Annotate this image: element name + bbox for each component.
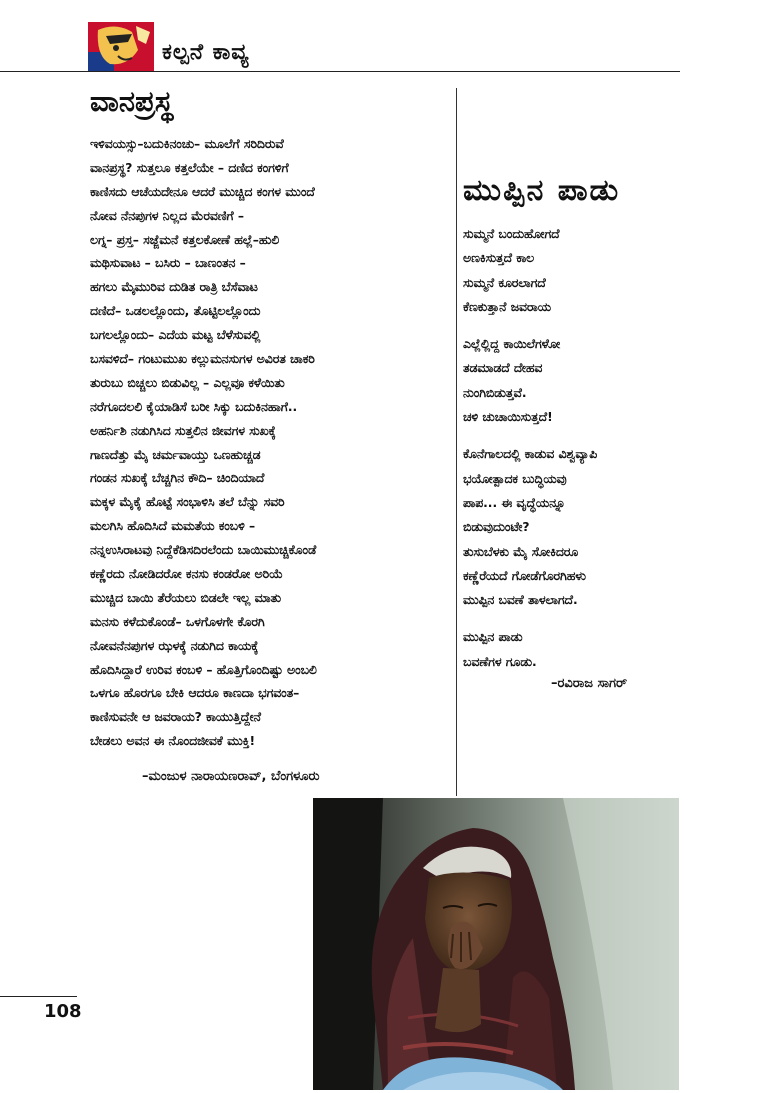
- poem-line: ತುಸುಬೆಳಕು ಮೈ ಸೋಕಿದರೂ: [463, 544, 579, 559]
- poem-line: ಲಗ್ನ– ಪ್ರಸ್ತ– ಸಜ್ಜೆಮನೆ ಕತ್ತಲಕೋಣೆ ಹಲ್ಲೆ–ಹುಲಿ: [90, 232, 280, 247]
- poem-line: ಹೊದಿಸಿದ್ದಾರೆ ಉರಿವ ಕಂಬಳಿ – ಹೊತ್ತಿಗೊಂದಿಷ್ಟು ಅಂಬಲಿ: [90, 662, 317, 677]
- stanza-gap: [463, 429, 683, 442]
- poem-line: ಅಹರ್ನಿಶಿ ನಡುಗಿಸಿದ ಸುತ್ತಲಿನ ಜೀವಗಳ ಸುಖಕ್ಕೆ: [90, 423, 276, 438]
- poem-line: ಕೊನೆಗಾಲದಲ್ಲಿ ಕಾಡುವ ವಿಶ್ವವ್ಯಾಪಿ: [463, 447, 598, 462]
- poem-line: ಗಂಡನ ಸುಖಕ್ಕೆ ಬೆಚ್ಚಗಿನ ಕೌದಿ– ಚಿಂದಿಯಾದೆ: [90, 471, 265, 486]
- poem-line: ಸುಮ್ಮನೆ ಬಂದುಹೋಗದೆ: [463, 227, 560, 241]
- header-divider: [0, 71, 680, 72]
- poem-line: ಒಳಗೂ ಹೊರಗೂ ಬೇಕಿ ಆದರೂ ಕಾಣದಾ ಭಗವಂತ–: [90, 686, 300, 701]
- poem-line: ನುಂಗಿಬಿಡುತ್ತವೆ.: [463, 385, 527, 400]
- footer-divider: [0, 996, 77, 997]
- poem-line: ನೋವನೆನಪುಗಳ ಝಳಕ್ಕೆ ನಡುಗಿದ ಕಾಯಕ್ಕೆ: [90, 638, 259, 653]
- poem-author: –ರವಿರಾಜ ಸಾಗರ್: [551, 676, 628, 691]
- section-title: ಕಲ್ಪನೆ ಕಾವ್ಯ: [162, 40, 250, 65]
- poem-body: [90, 133, 450, 754]
- poem-line: ತಡಮಾಡದೆ ದೇಹವ: [463, 361, 543, 376]
- page-number: 108: [44, 1001, 82, 1022]
- poem-body: [463, 222, 683, 674]
- poem-line: ಸುಮ್ಮನೆ ಕೂರಲಾಗದೆ: [463, 275, 546, 290]
- stanza-gap: [463, 612, 683, 625]
- poem-author: –ಮಂಜುಳ ನಾರಾಯಣರಾವ್, ಬೆಂಗಳೂರು: [142, 769, 320, 784]
- stanza-gap: [463, 319, 683, 332]
- poem-line: ದಣಿದೆ– ಒಡಲಲ್ಲೊಂದು, ತೊಟ್ಟಿಲಲ್ಲೊಂದು: [90, 304, 261, 319]
- poem-line: ಮುಚ್ಚಿದ ಬಾಯಿ ತೆರೆಯಲು ಬಿಡಲೇ ಇಲ್ಲ ಮಾತು: [90, 590, 282, 605]
- poem-line: ಮುಪ್ಪಿನ ಬವಣೆ ತಾಳಲಾಗದೆ.: [463, 593, 578, 608]
- poem-title: ಮುಪ್ಪಿನ ಪಾಡು: [463, 173, 621, 208]
- poem-line: ಬವಣೆಗಳ ಗೂಡು.: [463, 654, 537, 669]
- elderly-woman-photo: [313, 798, 679, 1090]
- poem-line: ಕಣ್ಣೆರೆಯದೆ ಗೋಡೆಗೊರಗಿಹಳು: [463, 568, 586, 583]
- poem-line: ಗಾಣದೆತ್ತು ಮೈ ಚರ್ಮವಾಯ್ತು ಒಣಹುಚ್ಚಡ: [90, 447, 261, 462]
- poem-line: ಬಸವಳಿದೆ– ಗಂಟುಮುಖ ಕಲ್ಲುಮನಸುಗಳ ಅವಿರತ ಚಾಕರಿ: [90, 352, 315, 367]
- poem-line: ಮಲಗಿಸಿ ಹೊದಿಸಿದೆ ಮಮತೆಯ ಕಂಬಳಿ –: [90, 519, 256, 534]
- poem-line: ಇಳಿವಯಸ್ಸು–ಬದುಕಿನಂಚು– ಮೂಲೆಗೆ ಸರಿದಿರುವೆ: [90, 137, 284, 151]
- poem-line: ವಾನಪ್ರಸ್ಥ? ಸುತ್ತಲೂ ಕತ್ತಲೆಯೇ – ದಣಿದ ಕಂಗಳಿಗೆ: [90, 160, 289, 175]
- poem-line: ಬೇಡಲು ಅವನ ಈ ನೊಂದಜೀವಕೆ ಮುಕ್ತಿ!: [90, 734, 256, 749]
- poem-line: ಬಗಲಲ್ಲೊಂದು– ಎದೆಯ ಮಟ್ಟ ಬೆಳೆಸುವಲ್ಲಿ: [90, 328, 261, 343]
- poem-line: ಬಿಡುವುದುಂಟೇ?: [463, 520, 530, 535]
- poem-line: ಹಗಲು ಮೈಮುರಿವ ದುಡಿತ ರಾತ್ರಿ ಬೆಸೆವಾಟ: [90, 280, 258, 295]
- poem-line: ಎಲ್ಲೆಲ್ಲಿದ್ದ ಕಾಯಿಲೆಗಳೋ: [463, 337, 561, 352]
- column-divider: [456, 88, 457, 796]
- poem-line: ನರೆಗೂದಲಲಿ ಕೈಯಾಡಿಸೆ ಬರೀ ಸಿಕ್ಕು ಬದುಕಿನಹಾಗೆ..: [90, 399, 298, 414]
- poem-line: ಮಥಿಸುವಾಟ – ಬಸಿರು – ಬಾಣಂತನ –: [90, 256, 246, 271]
- poem-line: ಚಳಿ ಚುಚಾಯಿಸುತ್ತದೆ!: [463, 410, 553, 425]
- poem-line: ಮುಪ್ಪಿನ ಪಾಡು: [463, 630, 523, 645]
- poem-line: ಕಣ್ಣೆರದು ನೋಡಿದರೋ ಕನಸು ಕಂಡರೋ ಅರಿಯೆ: [90, 567, 283, 582]
- poem-line: ಕಾಣಿಸದು ಆಚೆಯದೇನೂ ಆದರೆ ಮುಚ್ಚಿದ ಕಂಗಳ ಮುಂದೆ: [90, 184, 315, 199]
- poem-title: ವಾನಪ್ರಸ್ಥ: [90, 84, 174, 118]
- poem-line: ಪಾಪ... ಈ ವೃದ್ಧೆಯನ್ನೂ: [463, 495, 566, 510]
- poem-line: ಕೆಣಕುತ್ತಾನೆ ಜವರಾಯ: [463, 299, 551, 314]
- poem-line: ಕಾಣಿಸುವನೇ ಆ ಜವರಾಯ? ಕಾಯುತ್ತಿದ್ದೇನೆ: [90, 710, 261, 725]
- poem-line: ತುರುಬು ಬಿಚ್ಚಲು ಬಿಡುವಿಲ್ಲ – ಎಲ್ಲವೂ ಕಳೆಯಿತು: [90, 375, 285, 390]
- poem-line: ನನ್ನಉಸಿರಾಟವು ನಿದ್ದೆಕೆಡಿಸದಿರಲೆಂದು ಬಾಯಿಮುಚ್ಚಿಕೊಂಡೆ: [90, 543, 317, 558]
- poem-line: ನೋವ ನೆನಪುಗಳ ನಿಲ್ಲದ ಮೆರವಣಿಗೆ –: [90, 208, 245, 223]
- poem-line: ಮಕ್ಕಳ ಮೈಕೈ ಹೊಟ್ಟೆ ಸಂಭಾಳಿಸಿ ತಲೆ ಬೆನ್ನು ಸವರಿ: [90, 495, 285, 510]
- poem-line: ಮನಸು ಕಳೆದುಕೊಂಡೆ– ಒಳಗೊಳಗೇ ಕೊರಗಿ: [90, 614, 265, 629]
- poem-line: ಭಯೋತ್ಪಾದಕ ಬುದ್ಧಿಯವು: [463, 471, 567, 486]
- section-logo-icon: [88, 22, 154, 72]
- poem-line: ಅಣಕಿಸುತ್ತದೆ ಕಾಲ: [463, 251, 535, 266]
